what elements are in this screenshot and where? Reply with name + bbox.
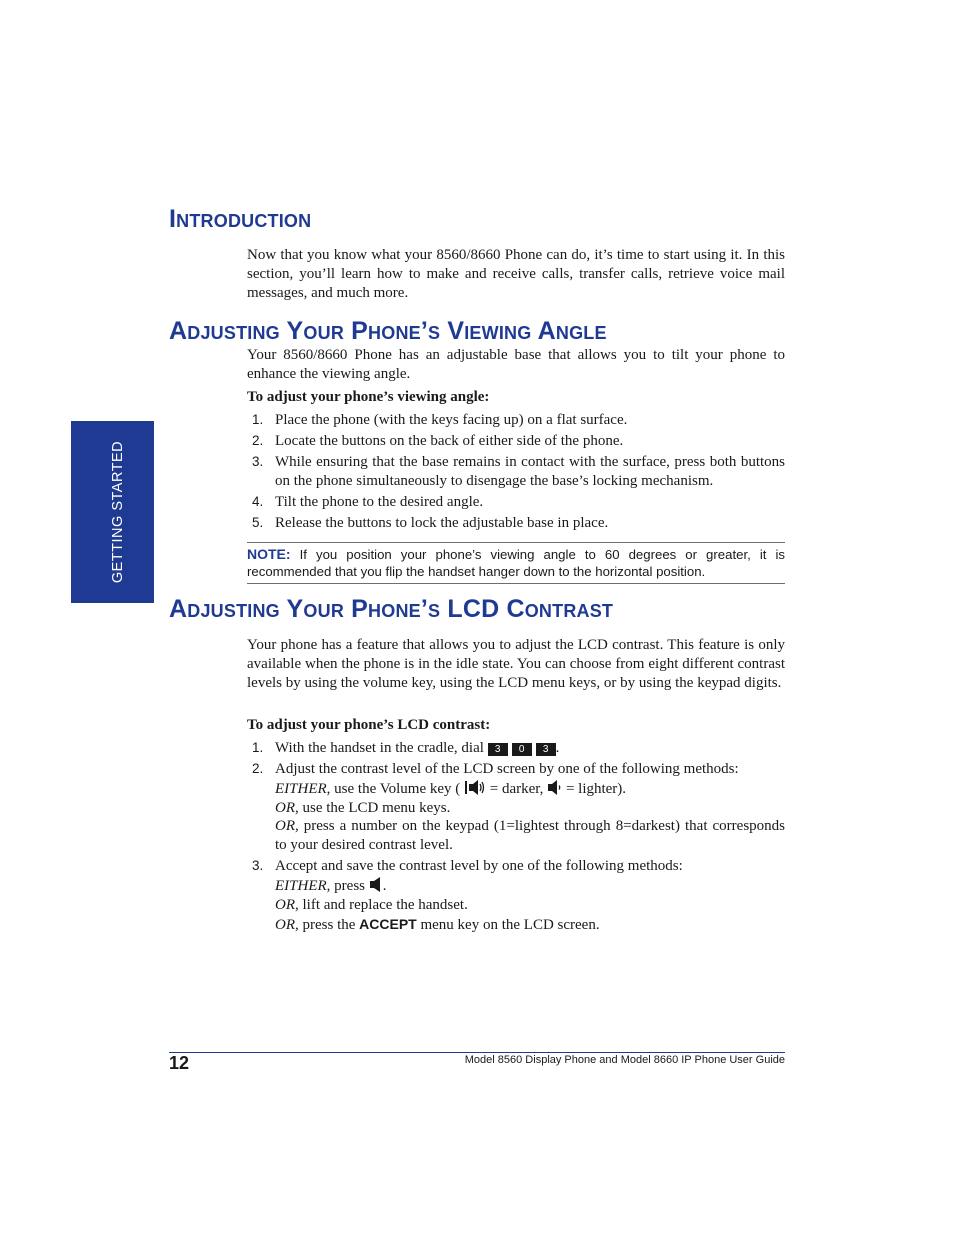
key-3-icon: 3 <box>536 743 556 756</box>
note-box <box>247 542 785 584</box>
volume-up-icon <box>464 779 486 796</box>
lcd-contrast-paragraph: Your phone has a feature that allows you to adjust the LCD contrast. This feature is only available when the phone is in the idle state. You can choose from eight different contrast levels by using the volume key, using the LCD menu keys, or by using the keypad digits. <box>247 637 785 691</box>
accept-softkey-label: ACCEPT <box>359 915 417 932</box>
list-item: 3. Accept and save the contrast level by one of the following methods: EITHER, press . OR, lift and replace the handset. OR, press the ACCEPT menu key on the LCD screen. <box>252 858 683 933</box>
intro-paragraph: Now that you know what your 8560/8660 Phone can do, it’s time to start using it. In this section, you’ll learn how to make and receive calls, transfer calls, retrieve voice mail messages, and much more. <box>247 247 785 301</box>
key-3-icon: 3 <box>488 743 508 756</box>
list-item: 2. Locate the buttons on the back of either side of the phone. <box>252 433 624 450</box>
list-item: 1. Place the phone (with the keys facing up) on a flat surface. <box>252 412 628 428</box>
footer-rule <box>169 1052 785 1053</box>
heading-introduction: Introduction <box>169 205 312 233</box>
key-0-icon: 0 <box>512 743 532 756</box>
viewing-angle-paragraph: Your 8560/8660 Phone has an adjustable base that allows you to tilt your phone to enhance the viewing angle. <box>247 347 785 382</box>
speaker-icon <box>369 876 383 893</box>
heading-lcd-contrast: Adjusting Your Phone’s LCD Contrast <box>169 595 614 623</box>
side-tab <box>71 421 154 603</box>
list-item: 1. With the handset in the cradle, dial 3 0 3 . <box>252 740 560 756</box>
viewing-angle-lead: To adjust your phone’s viewing angle: <box>247 389 490 405</box>
list-item: 3. While ensuring that the base remains in contact with the surface, press both buttons on the phone simultaneously to disengage the base’s locking mechanism. <box>252 454 785 489</box>
note-text: If you position your phone’s viewing angle to 60 degrees or greater, it is recommended that you flip the handset hanger down to the horizontal position. <box>247 547 785 579</box>
lcd-contrast-steps <box>247 739 785 937</box>
list-item: 5. Release the buttons to lock the adjustable base in place. <box>252 515 609 532</box>
lcd-contrast-lead: To adjust your phone’s LCD contrast: <box>247 717 491 733</box>
list-item: 2. Adjust the contrast level of the LCD screen by one of the following methods: EITHER, use the Volume key ( = darker, = lighter). OR, use the LCD menu keys. OR, press a number on the keypad (1=lightest through 8=darkest) that corresponds to your desired contrast level. <box>252 761 785 854</box>
volume-down-icon <box>547 779 562 796</box>
list-item: 4. Tilt the phone to the desired angle. <box>252 494 484 511</box>
viewing-angle-steps <box>247 411 785 535</box>
note-label: NOTE: <box>247 546 291 562</box>
footer-title: Model 8560 Display Phone and Model 8660 IP Phone User Guide <box>464 1054 785 1066</box>
heading-viewing-angle: Adjusting Your Phone’s Viewing Angle <box>169 317 607 345</box>
side-tab-label: GETTING STARTED <box>110 440 126 584</box>
page-number: 12 <box>169 1053 190 1073</box>
